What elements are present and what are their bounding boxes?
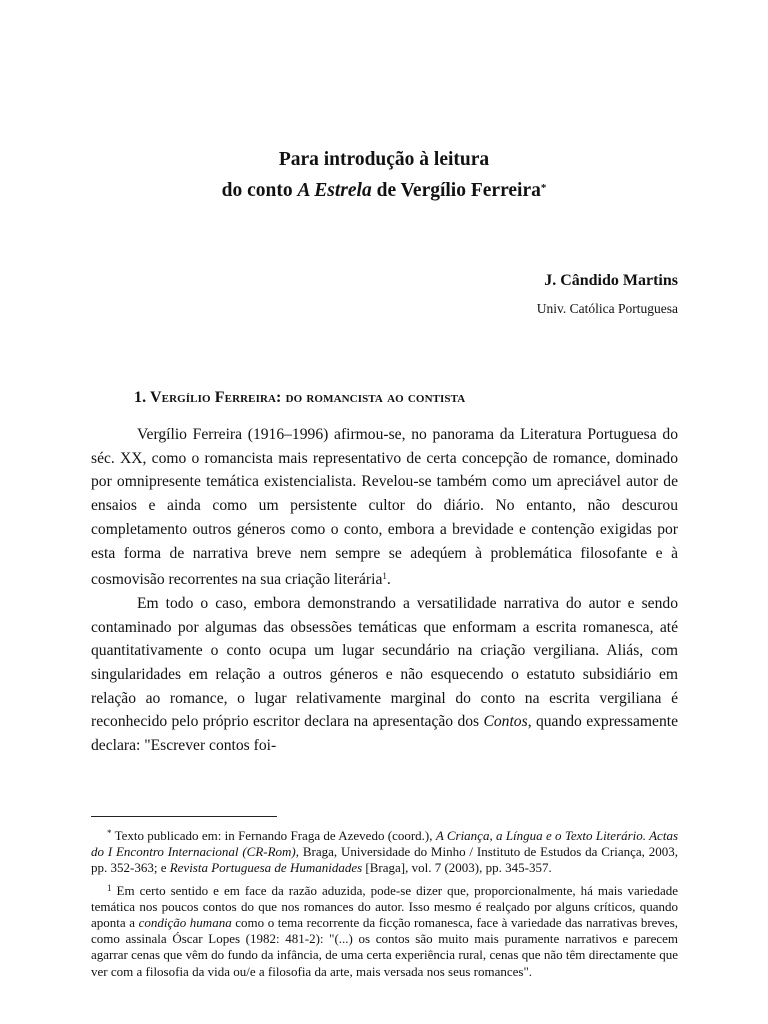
- footnote-divider: [91, 816, 277, 817]
- footnote-1-marker: 1: [107, 882, 112, 893]
- footnote-1-text-2: como o tema recorrente da ficção romanesca, face à variedade das narrativas breves, como assinala Óscar Lopes (1982: 481-2): "(...) os contos são muito mais puramente narrativos e parecem agarrar cenas que vêm do fundo da infância, de uma certa experiência rural, cenas que não têm directamente que ver com a filosofia da vida ou/e a filosofia da arte, mais versada nos seus romances".: [91, 915, 679, 979]
- footnote-star-italic-1: A Criança, a Língua e o Texto Literário. Actas do I Encontro Internacional (CR-Rom): [91, 828, 678, 860]
- title-text-2b: de Vergílio Ferreira: [371, 180, 541, 201]
- title-text-2a: do conto: [221, 180, 298, 201]
- paragraph-2-text-a: Em todo o caso, embora demonstrando a versatilidade narrativa do autor e sendo contaminado por algumas das obsessões temáticas que enformam a escrita romanesca, até quantitativamente o conto ocupa um lugar secundário na criação vergiliana. Aliás, com singularidades em relação a outros géneros e não esquecendo o estatuto subsidiário em relação ao romance, o lugar relativamente marginal do conto na escrita vergiliana é reconhecido pelo próprio escritor declara na apresentação dos: [91, 594, 678, 731]
- page-title-line-1: [0, 145, 768, 174]
- page-title-line-2: [0, 174, 768, 205]
- paragraph-2-italic: Contos: [483, 713, 528, 731]
- author-name: J. Cândido Martins: [544, 272, 678, 289]
- section-heading: 1. Vergílio Ferreira: do romancista ao contista: [134, 389, 466, 406]
- footnote-1: [91, 880, 678, 980]
- paragraph-2: [91, 592, 678, 758]
- footnote-star-text-1: Texto publicado em: in Fernando Fraga de Azevedo (coord.),: [111, 828, 436, 843]
- footnotes: [91, 825, 678, 980]
- footnote-star-text-2: , Braga, Universidade do Minho / Instituto de Estudos da Criança, 2003, pp. 352-363; e: [91, 844, 678, 876]
- paragraph-1-text: Vergílio Ferreira (1916–1996) afirmou-se, no panorama da Literatura Portuguesa do séc. XX, como o romancista mais representativo de certa concepção de romance, dominado por omnipresente temática existencialista. Revelou-se também como um apreciável autor de ensaios e ainda como um persistente cultor do diário. No entanto, não descurou completamento outros géneros como o conto, embora a brevidade e contenção exigidas por esta forma de narrativa breve nem sempre se adeqúem à problemática filosofante e à cosmovisão recorrentes na sua criação literária: [91, 426, 678, 589]
- body-text: [91, 423, 678, 758]
- paragraph-2-text-b: , quando expressamente declara: "Escrever contos foi-: [91, 713, 678, 755]
- author-affiliation: Univ. Católica Portuguesa: [536, 301, 678, 316]
- title-work-name: A Estrela: [297, 180, 372, 201]
- footnote-1-text-1: Em certo sentido e em face da razão aduzida, pode-se dizer que, proporcionalmente, há mais variedade temática nos poucos contos do que nos romances do autor. Isso mesmo é realçado por alguns críticos, quando aponta a: [91, 882, 678, 931]
- footnote-star-text-3: [Braga], vol. 7 (2003), pp. 345-357.: [362, 860, 552, 876]
- footnote-star-marker: *: [107, 828, 112, 838]
- footnote-star: [91, 825, 678, 877]
- title-footnote-marker: *: [540, 182, 547, 194]
- footnote-star-italic-2: Revista Portuguesa de Humanidades: [169, 860, 363, 876]
- title-text-1: Para introdução à leitura: [278, 149, 490, 170]
- paragraph-1: [91, 423, 678, 592]
- paragraph-1-end: .: [386, 571, 391, 589]
- footnote-ref-1: 1: [382, 571, 387, 582]
- footnote-1-italic: condição humana: [138, 915, 232, 931]
